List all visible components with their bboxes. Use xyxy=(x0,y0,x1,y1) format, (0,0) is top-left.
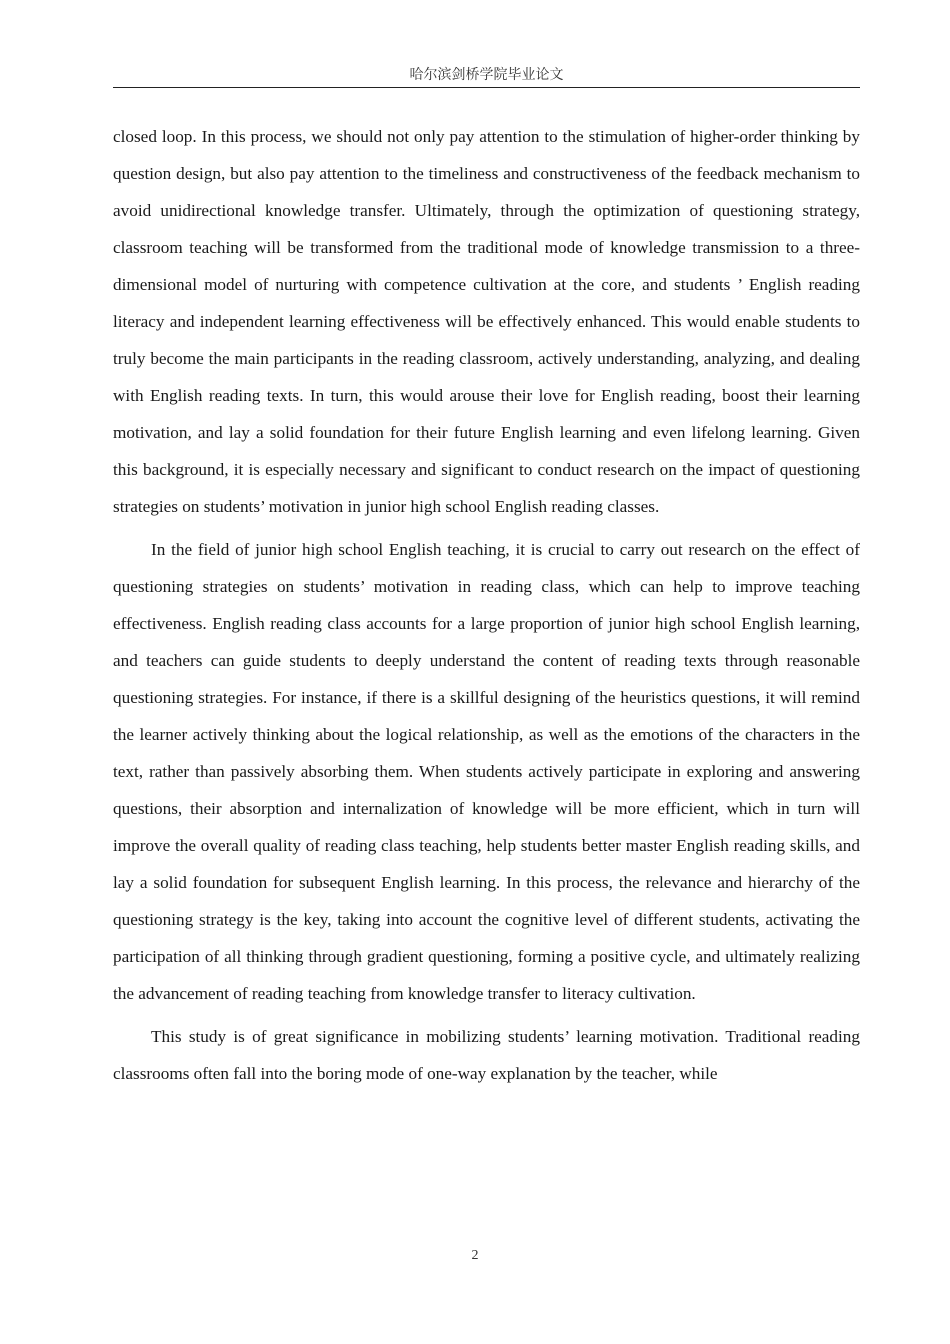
page-number: 2 xyxy=(471,1248,479,1263)
header-rule xyxy=(113,87,860,88)
body-text xyxy=(113,118,860,1092)
paragraph: In the field of junior high school English teaching, it is crucial to carry out research on the effect of questioning strategies on students’ motivation in reading class, which can help to improve teaching effectiveness. English reading class accounts for a large proportion of junior high school English learning, and teachers can guide students to deeply understand the content of reading texts through reasonable questioning strategies. For instance, if there is a skillful designing of the heuristics questions, it will remind the learner actively thinking about the logical relationship, as well as the emotions of the characters in the text, rather than passively absorbing them. When students actively participate in exploring and answering questions, their absorption and internalization of knowledge will be more efficient, which in turn will improve the overall quality of reading class teaching, help students better master English reading skills, and lay a solid foundation for subsequent English learning. In this process, the relevance and hierarchy of the questioning strategy is the key, taking into account the cognitive level of different students, activating the participation of all thinking through gradient questioning, forming a positive cycle, and ultimately realizing the advancement of reading teaching from knowledge transfer to literacy cultivation. xyxy=(113,540,860,1003)
paragraph: This study is of great significance in mobilizing students’ learning motivation. Traditional reading classrooms often fall into the boring mode of one-way explanation by the teacher, while xyxy=(113,1027,860,1083)
paragraph-continued: closed loop. In this process, we should not only pay attention to the stimulation of higher-order thinking by question design, but also pay attention to the timeliness and constructiveness of the feedback mechanism to avoid unidirectional knowledge transfer. Ultimately, through the optimization of questioning strategy, classroom teaching will be transformed from the traditional mode of knowledge transmission to a three-dimensional model of nurturing with competence cultivation at the core, and students ’ English reading literacy and independent learning effectiveness will be effectively enhanced. This would enable students to truly become the main participants in the reading classroom, actively understanding, analyzing, and dealing with English reading texts. In turn, this would arouse their love for English reading, boost their learning motivation, and lay a solid foundation for their future English learning and even lifelong learning. Given this background, it is especially necessary and significant to conduct research on the impact of questioning strategies on students’ motivation in junior high school English reading classes. xyxy=(113,127,860,516)
running-header: 哈尔滨剑桥学院毕业论文 xyxy=(409,67,564,83)
